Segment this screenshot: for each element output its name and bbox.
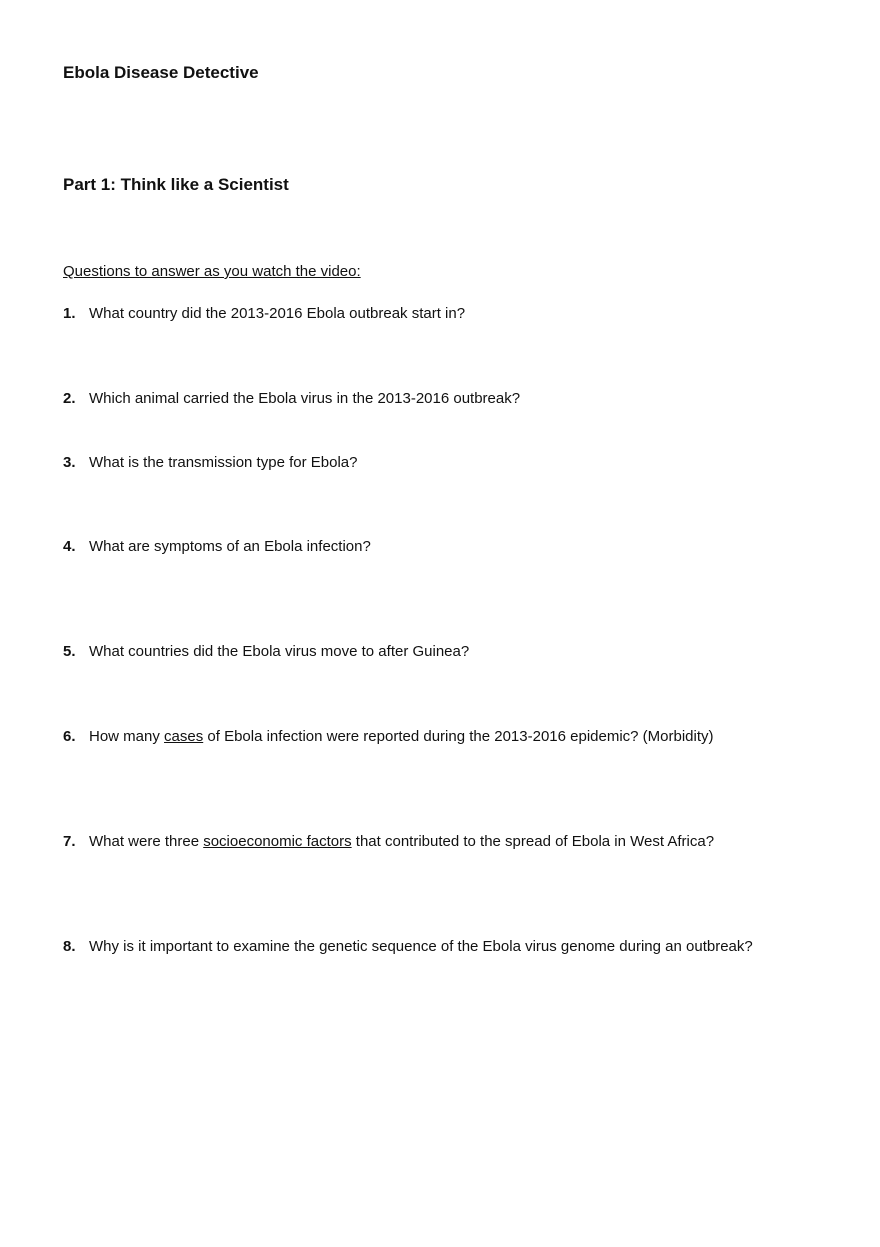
question-4 (63, 538, 371, 555)
question-text-post: of Ebola infection were reported during the 2013-2016 epidemic? (Morbidity) (203, 728, 714, 745)
question-text-post: that contributed to the spread of Ebola in West Africa? (351, 833, 715, 850)
question-text: What country did the 2013-2016 Ebola outbreak start in? (89, 305, 466, 322)
question-1 (63, 305, 465, 322)
question-text-pre: How many (89, 728, 165, 745)
document-title: Ebola Disease Detective (63, 63, 259, 82)
question-5 (63, 643, 469, 660)
question-8 (63, 938, 753, 955)
question-6 (63, 728, 714, 745)
question-text: What are symptoms of an Ebola infection? (89, 538, 371, 555)
questions-intro: Questions to answer as you watch the video: (63, 263, 361, 280)
question-number: 3. (63, 454, 76, 471)
question-text: Why is it important to examine the genetic sequence of the Ebola virus genome during an outbreak? (89, 938, 753, 955)
question-7 (63, 833, 714, 850)
question-text-underlined: socioeconomic factors (203, 833, 352, 850)
question-text: Which animal carried the Ebola virus in the 2013-2016 outbreak? (89, 390, 521, 407)
question-number: 5. (63, 643, 76, 660)
question-number: 8. (63, 938, 76, 955)
question-number: 1. (63, 305, 76, 322)
question-2 (63, 390, 520, 407)
part-heading: Part 1: Think like a Scientist (63, 175, 289, 194)
question-text-underlined: cases (164, 728, 204, 745)
question-number: 2. (63, 390, 76, 407)
question-number: 6. (63, 728, 76, 745)
question-number: 4. (63, 538, 76, 555)
question-number: 7. (63, 833, 76, 850)
question-text-pre: What were three (89, 833, 204, 850)
question-3 (63, 454, 357, 471)
question-text: What is the transmission type for Ebola? (89, 454, 358, 471)
question-text: What countries did the Ebola virus move to after Guinea? (89, 643, 470, 660)
